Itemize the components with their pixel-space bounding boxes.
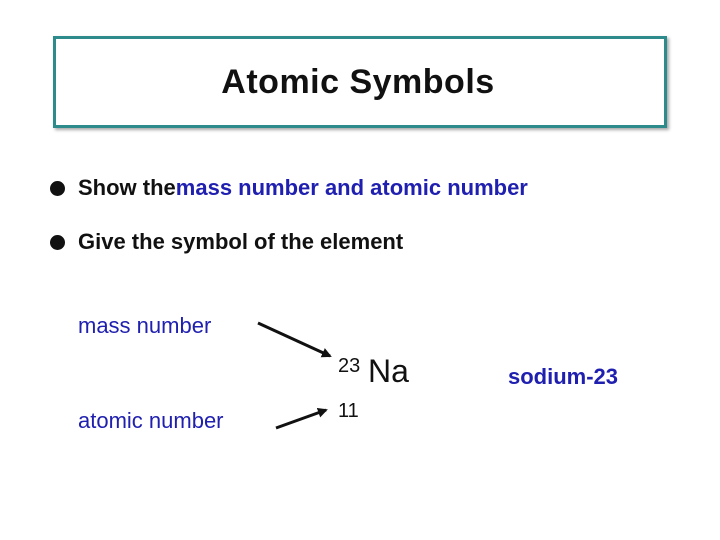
bullet-2-text: Give the symbol of the element bbox=[78, 229, 404, 254]
mass-number-superscript: 23 bbox=[338, 355, 361, 377]
mass-number-label: mass number bbox=[78, 313, 212, 338]
atomic-number-label: atomic number bbox=[78, 408, 224, 433]
slide-title: Atomic Symbols bbox=[221, 62, 495, 101]
atomic-number-arrow bbox=[276, 410, 326, 428]
isotope-name: sodium-23 bbox=[508, 364, 619, 389]
element-symbol: Na bbox=[368, 353, 409, 389]
bullet-1-highlight: mass number and atomic number bbox=[175, 175, 528, 200]
atomic-number-subscript: 11 bbox=[338, 400, 359, 422]
bullet-1-prefix: Show the bbox=[78, 175, 176, 200]
mass-number-arrow bbox=[258, 323, 330, 356]
